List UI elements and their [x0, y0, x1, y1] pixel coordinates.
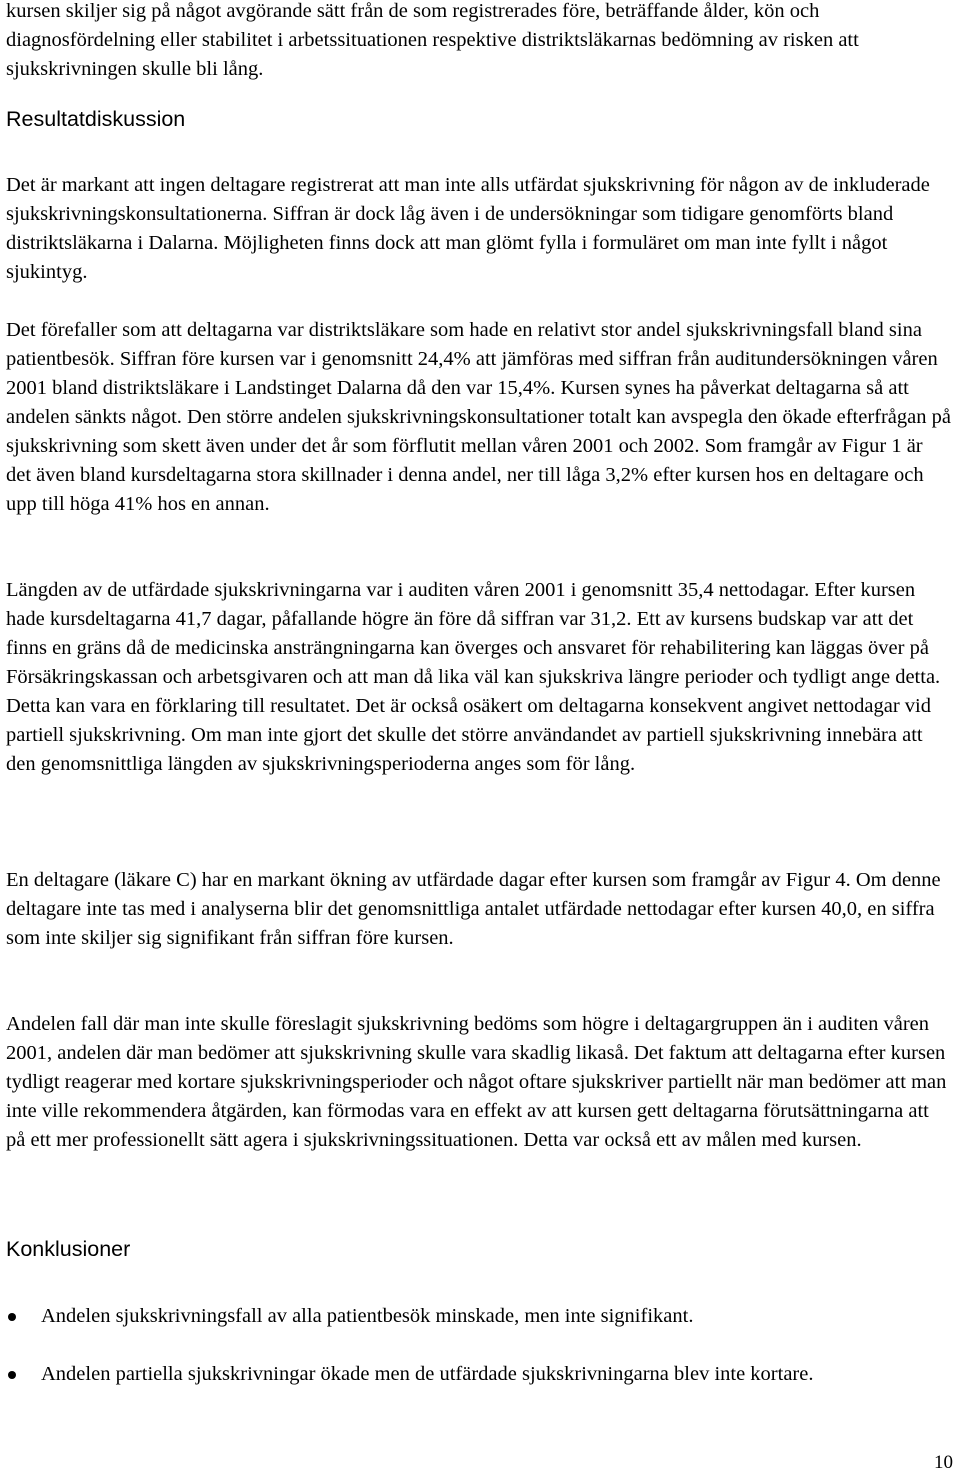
- bullet-icon: [8, 1313, 16, 1321]
- paragraph-2: Det förefaller som att deltagarna var distriktsläkare som hade en relativt stor andel sjukskrivningsfall bland sina patientbesök. Siffran före kursen var i genomsnitt 24,4% att jämföras med siffran från auditundersökningen våren 2001 bland distriktsläkare i Landstinget Dalarna då den var 15,4%. Kursen synes ha påverkat deltagarna så att andelen sänkts något. Den större andelen sjukskrivningskonsultationer totalt kan avspegla den ökade efterfrågan på sjukskrivning som skett även under det år som förflutit mellan våren 2001 och 2002. Som framgår av Figur 1 är det även bland kursdeltagarna stora skillnader i denna andel, ner till låga 3,2% efter kursen hos en deltagare och upp till höga 41% hos en annan.: [6, 319, 951, 515]
- heading-resultatdiskussion: Resultatdiskussion: [6, 107, 186, 131]
- paragraph-1: Det är markant att ingen deltagare registrerat att man inte alls utfärdat sjukskrivning för någon av de inkluderade sjukskrivningskonsultationerna. Siffran är dock låg även i de undersökningar som tidigare genomförts bland distriktsläkarna i Dalarna. Möjligheten finns dock att man glömt fylla i formuläret om man inte fyllt i något sjukintyg.: [6, 174, 930, 283]
- conclusion-item: [6, 1302, 952, 1331]
- heading-konklusioner: Konklusioner: [6, 1237, 131, 1261]
- paragraph-5: Andelen fall där man inte skulle föreslagit sjukskrivning bedöms som högre i deltagargruppen än i auditen våren 2001, andelen där man bedömer att sjukskrivning skulle vara skadlig likaså. Det faktum att deltagarna efter kursen tydligt reagerar med kortare sjukskrivningsperioder och något oftare sjukskriver partiellt när man bedömer att man inte ville rekommendera åtgärden, kan förmodas vara en effekt av att kursen gett deltagarna förutsättningarna att på ett mer professionellt sätt agera i sjukskrivningssituationen. Detta var också ett av målen med kursen.: [6, 1013, 947, 1151]
- conclusion-text: Andelen partiella sjukskrivningar ökade men de utfärdade sjukskrivningarna blev inte kortare.: [41, 1363, 814, 1385]
- conclusion-list: [6, 1302, 952, 1389]
- paragraph-4: En deltagare (läkare C) har en markant ökning av utfärdade dagar efter kursen som framgår av Figur 4. Om denne deltagare inte tas med i analyserna blir det genomsnittliga antalet utfärdade nettodagar efter kursen 40,0, en siffra som inte skiljer sig signifikant från siffran före kursen.: [6, 869, 941, 949]
- paragraph-3: Längden av de utfärdade sjukskrivningarna var i auditen våren 2001 i genomsnitt 35,4 nettodagar. Efter kursen hade kursdeltagarna 41,7 dagar, påfallande högre än före då siffran var 31,2. Ett av kursens budskap var att det finns en gräns då de medicinska ansträngningarna kan överges och ansvaret för rehabilitering kan läggas över på Försäkringskassan och arbetsgivaren och att man då lika väl kan sjukskriva längre perioder och tydligt ange detta. Detta kan vara en förklaring till resultatet. Det är också osäkert om deltagarna konsekvent angivet nettodagar vid partiell sjukskrivning. Om man inte gjort det skulle det större användandet av partiell sjukskrivning innebära att den genomsnittliga längden av sjukskrivningsperioderna anges som för lång.: [6, 579, 941, 775]
- page-number: 10: [934, 1452, 953, 1473]
- intro-paragraph: kursen skiljer sig på något avgörande sätt från de som registrerades före, beträffande ålder, kön och diagnosfördelning eller stabilitet i arbetssituationen respektive distriktsläkarnas bedömning av risken att sjukskrivningen skulle bli lång.: [6, 0, 859, 80]
- bullet-icon: [8, 1371, 16, 1379]
- conclusion-text: Andelen sjukskrivningsfall av alla patientbesök minskade, men inte signifikant.: [41, 1305, 694, 1327]
- conclusion-item: [6, 1360, 952, 1389]
